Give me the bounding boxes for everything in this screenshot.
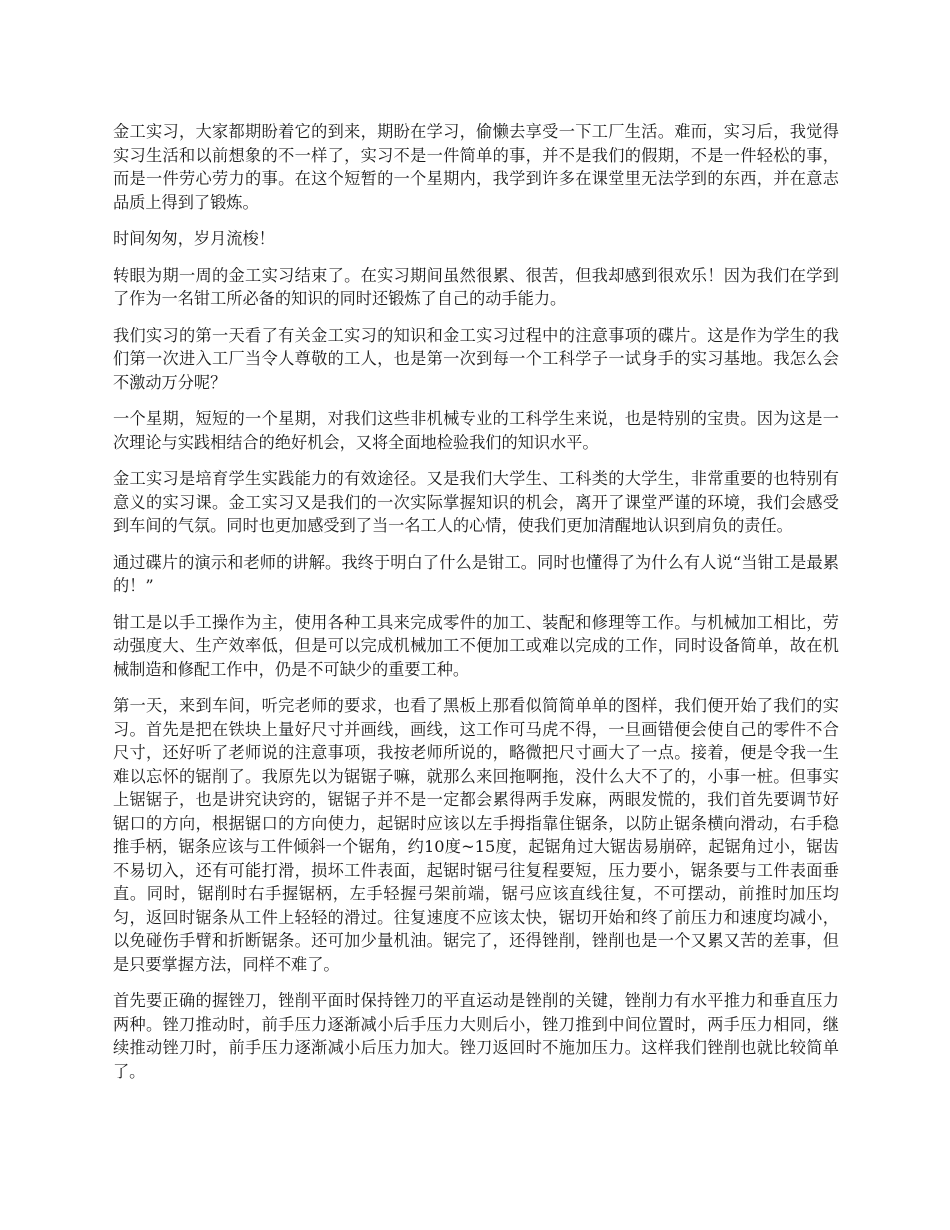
paragraph-9: 第一天，来到车间，听完老师的要求，也看了黑板上那看似简简单单的图样，我们便开始了我们的实习。首先是把在铁块上量好尺寸并画线，画线，这工作可马虎不得，一旦画错便会使自己的零件不合尺寸，还好听了老师说的注意事项，我按老师所说的，略微把尺寸画大了一点。接着，便是令我一生难以忘怀的锯削了。我原先以为锯锯子嘛，就那么来回拖啊拖，没什么大不了的，小事一桩。但事实上锯锯子，也是讲究诀窍的，锯锯子并不是一定都会累得两手发麻，两眼发慌的，我们首先要调节好锯口的方向，根据锯口的方向使力，起锯时应该以左手拇指靠住锯条，以防止锯条横向滑动，右手稳推手柄，锯条应该与工件倾斜一个锯角，约10度~15度，起锯角过大锯齿易崩碎，起锯角过小，锯齿不易切入，还有可能打滑，损坏工件表面，起锯时锯弓往复程要短，压力要小，锯条要与工件表面垂直。同时，锯削时右手握锯柄，左手轻握弓架前端，锯弓应该直线往复，不可摆动，前推时加压均匀，返回时锯条从工件上轻轻的滑过。往复速度不应该太快，锯切开始和终了前压力和速度均减小，以免碰伤手臂和折断锯条。还可加少量机油。锯完了，还得锉削，锉削也是一个又累又苦的差事，但是只要掌握方法，同样不难了。 — [113, 696, 839, 974]
paragraph-5: 一个星期，短短的一个星期，对我们这些非机械专业的工科学生来说，也是特别的宝贵。因为这是一次理论与实践相结合的绝好机会，又将全面地检验我们的知识水平。 — [113, 409, 839, 452]
paragraph-10: 首先要正确的握锉刀，锉削平面时保持锉刀的平直运动是锉削的关键，锉削力有水平推力和垂直压力两种。锉刀推动时，前手压力逐渐减小后手压力大则后小，锉刀推到中间位置时，两手压力相同，继续推动锉刀时，前手压力逐渐减小后压力加大。锉刀返回时不施加压力。这样我们锉削也就比较简单了。 — [113, 991, 839, 1081]
paragraph-2: 时间匆匆，岁月流梭！ — [113, 229, 275, 248]
paragraph-4: 我们实习的第一天看了有关金工实习的知识和金工实习过程中的注意事项的碟片。这是作为学生的我们第一次进入工厂当令人尊敬的工人，也是第一次到每一个工科学子一试身手的实习基地。我怎么会不激动万分呢？ — [113, 325, 839, 392]
paragraph-3: 转眼为期一周的金工实习结束了。在实习期间虽然很累、很苦，但我却感到很欢乐！因为我们在学到了作为一名钳工所必备的知识的同时还锻炼了自己的动手能力。 — [113, 265, 839, 308]
document-body — [113, 120, 839, 1096]
paragraph-6: 金工实习是培育学生实践能力的有效途径。又是我们大学生、工科类的大学生，非常重要的也特别有意义的实习课。金工实习又是我们的一次实际掌握知识的机会，离开了课堂严谨的环境，我们会感受到车间的气氛。同时也更加感受到了当一名工人的心情，使我们更加清醒地认识到肩负的责任。 — [113, 469, 839, 535]
paragraph-8: 钳工是以手工操作为主，使用各种工具来完成零件的加工、装配和修理等工作。与机械加工相比，劳动强度大、生产效率低，但是可以完成机械加工不便加工或难以完成的工作，同时设备简单，故在机械制造和修配工作中，仍是不可缺少的重要工种。 — [113, 612, 839, 679]
paragraph-1: 金工实习，大家都期盼着它的到来，期盼在学习，偷懒去享受一下工厂生活。难而，实习后，我觉得实习生活和以前想象的不一样了，实习不是一件简单的事，并不是我们的假期，不是一件轻松的事，而是一件劳心劳力的事。在这个短暂的一个星期内，我学到许多在课堂里无法学到的东西，并在意志品质上得到了锻炼。 — [113, 122, 839, 212]
paragraph-7: 通过碟片的演示和老师的讲解。我终于明白了什么是钳工。同时也懂得了为什么有人说“当钳工是最累的！” — [113, 552, 839, 595]
